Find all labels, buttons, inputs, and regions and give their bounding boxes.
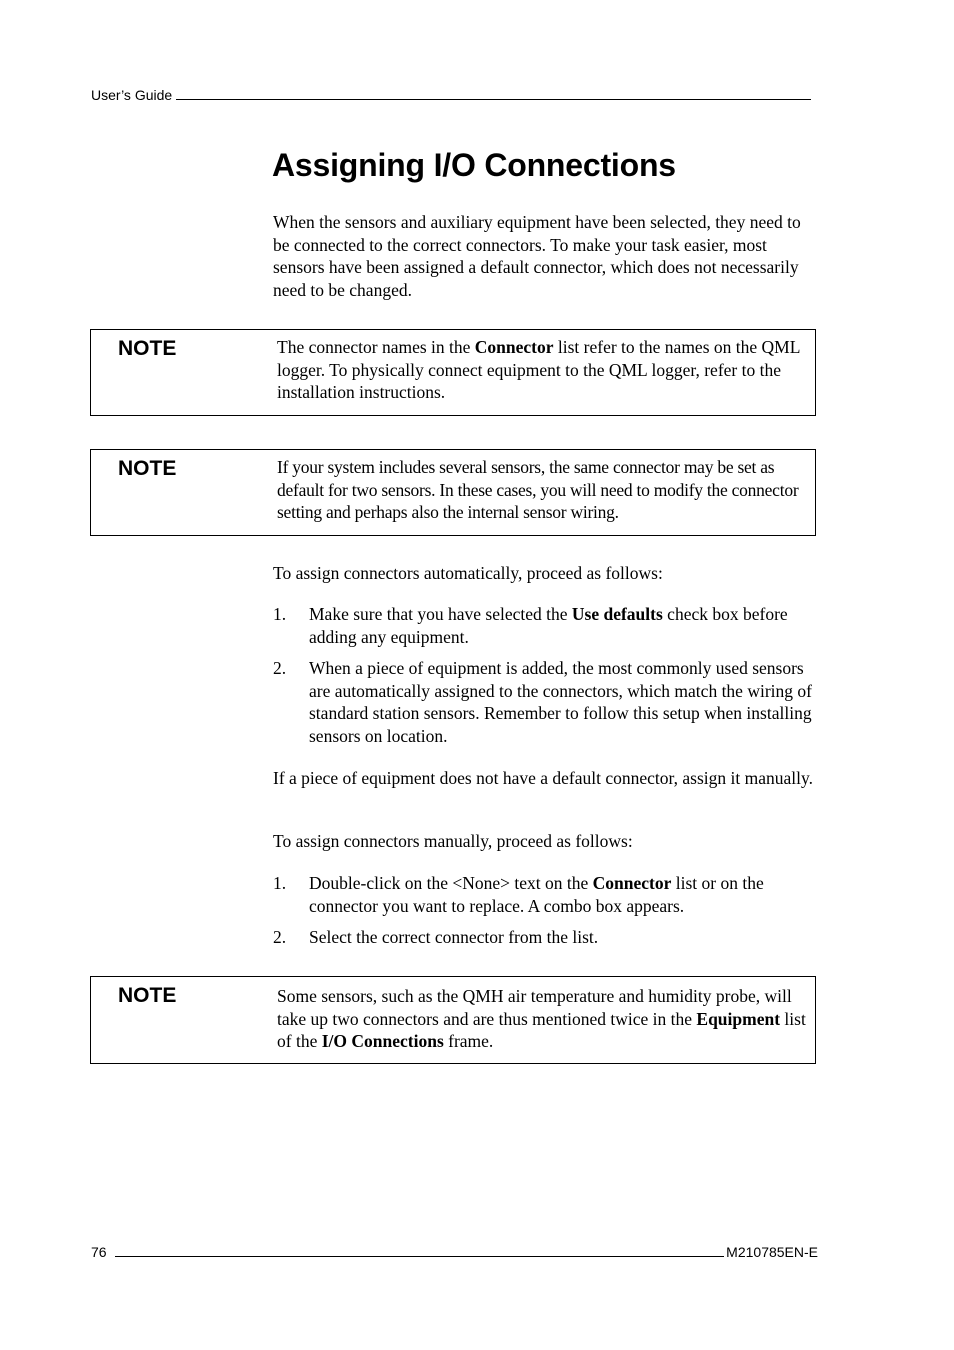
manual-intro-paragraph: To assign connectors manually, proceed as follows:: [273, 831, 633, 851]
list-item: 1. Double-click on the <None> text on the Connector list or on the connector you want to replace. A combo box appears.: [273, 873, 764, 916]
manual-steps-list: [273, 872, 821, 958]
list-item: 2. When a piece of equipment is added, the most commonly used sensors are automatically assigned to the connectors, which match the wiring of standard station sensors. Remember to follow this setup when installing sensors on location.: [273, 658, 812, 746]
document-code: M210785EN-E: [726, 1244, 818, 1260]
footer-rule: [115, 1243, 725, 1257]
header-rule: [176, 86, 811, 100]
page-title: Assigning I/O Connections: [272, 147, 676, 183]
no-default-paragraph: If a piece of equipment does not have a default connector, assign it manually.: [273, 768, 813, 788]
page-number: 76: [91, 1244, 107, 1260]
running-footer: [91, 1243, 818, 1260]
note-box-default-connector: [90, 449, 816, 536]
note-text: If your system includes several sensors, the same connector may be set as default for two sensors. In these cases, you will need to modify the connector setting and perhaps also the internal sensor wiring.: [277, 457, 799, 522]
note-text: The connector names in the Connector list refer to the names on the QML logger. To physically connect equipment to the QML logger, refer to the installation instructions.: [277, 337, 800, 402]
header-title: User’s Guide: [91, 87, 173, 103]
auto-steps-list: [273, 603, 821, 756]
note-label: NOTE: [118, 984, 177, 1007]
note-text: Some sensors, such as the QMH air temperature and humidity probe, will take up two connectors and are thus mentioned twice in the Equipment list of the I/O Connections frame.: [277, 986, 806, 1051]
list-item: 2. Select the correct connector from the list.: [273, 927, 599, 947]
note-box-connector-names: [90, 329, 816, 416]
running-header: [91, 86, 811, 103]
auto-intro-paragraph: To assign connectors automatically, proceed as follows:: [273, 563, 663, 583]
note-label: NOTE: [118, 337, 177, 360]
note-label: NOTE: [118, 457, 177, 480]
intro-paragraph: When the sensors and auxiliary equipment have been selected, they need to be connected to the correct connectors. To make your task easier, most sensors have been assigned a default connector, which does not necessarily need to be changed.: [273, 212, 801, 300]
list-item: 1. Make sure that you have selected the Use defaults check box before adding any equipment.: [273, 604, 788, 647]
note-box-two-connectors: [90, 976, 816, 1064]
